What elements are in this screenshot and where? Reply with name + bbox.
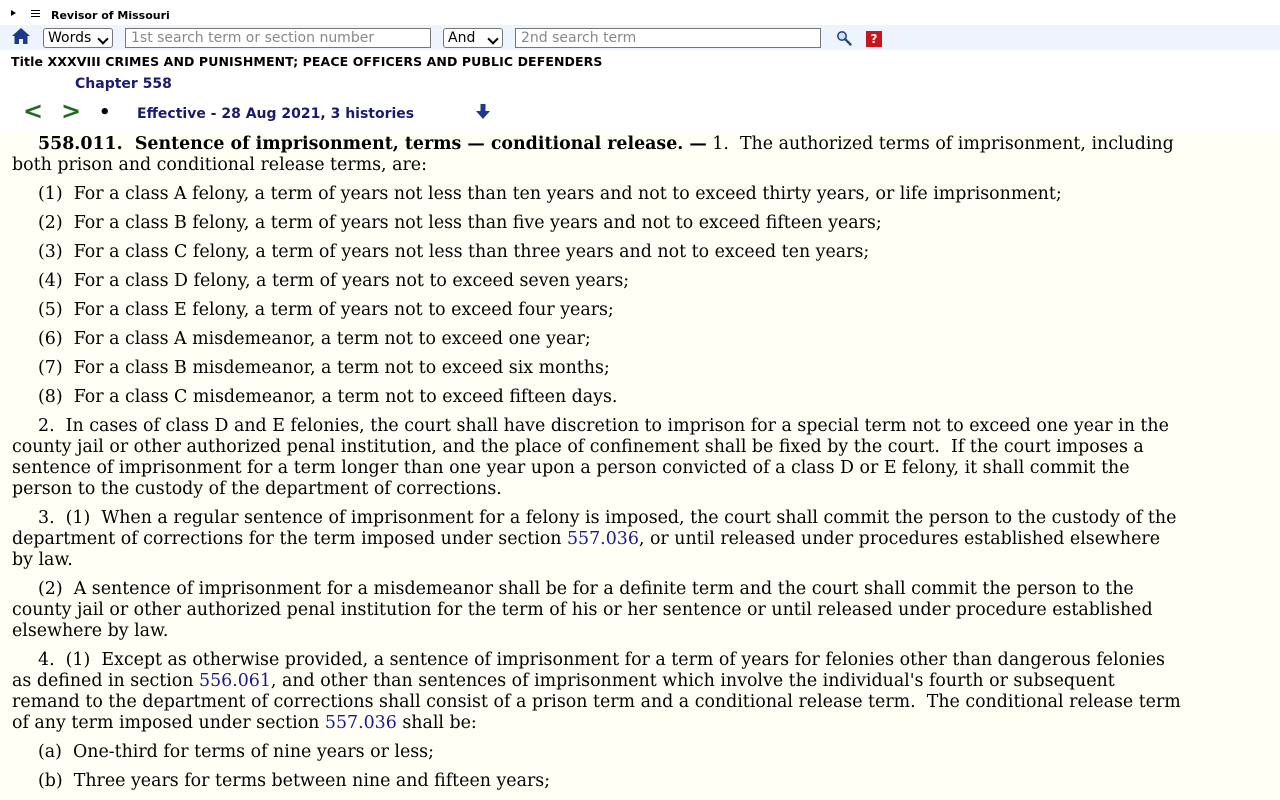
home-icon[interactable]: [11, 27, 31, 45]
paragraph-line: 2. In cases of class D and E felonies, the court shall have discretion to imprison for a special term not to exceed one year in the: [38, 416, 1169, 436]
section-intro: 1. The authorized terms of imprisonment, including: [706, 134, 1174, 154]
search-mode-value: Words: [48, 30, 92, 46]
paragraph-line: sentence of imprisonment for a term longer than one year upon a person convicted of a class D or E felony, it shall commit the: [12, 458, 1130, 478]
chevron-down-icon: [97, 33, 108, 44]
statute-text: [0, 131, 1280, 800]
paragraph-line: by law.: [12, 550, 73, 570]
text-span: , or until released under procedures established elsewhere: [638, 529, 1160, 549]
list-item: (3) For a class C felony, a term of years not less than three years and not to exceed ten years;: [38, 242, 870, 262]
list-item: (6) For a class A misdemeanor, a term not to exceed one year;: [38, 329, 591, 349]
paragraph-line: elsewhere by law.: [12, 621, 169, 641]
paragraph-line: county jail or other authorized penal institution for the term of his or her sentence or until released under procedure established: [12, 600, 1153, 620]
paragraph-line: [12, 713, 1269, 734]
chapter-link[interactable]: Chapter 558: [75, 76, 172, 92]
text-span: department of corrections for the term imposed under section: [12, 529, 567, 549]
list-item: (a) One-third for terms of nine years or less;: [38, 742, 434, 762]
paragraph-line: 3. (1) When a regular sentence of imprisonment for a felony is imposed, the court shall commit the person to the custody of the: [38, 508, 1177, 528]
list-item: (8) For a class C misdemeanor, a term not to exceed fifteen days.: [38, 387, 618, 407]
help-icon[interactable]: ?: [866, 31, 882, 47]
section-nav: [0, 97, 1280, 127]
list-item: (2) For a class B felony, a term of years not less than five years and not to exceed fifteen years;: [38, 213, 882, 233]
expand-triangle-icon[interactable]: [11, 10, 16, 16]
operator-value: And: [448, 30, 476, 46]
text-span: shall be:: [396, 713, 477, 733]
list-item: (1) For a class A felony, a term of years not less than ten years and not to exceed thirty years, or life imprisonment;: [38, 184, 1062, 204]
section-link-557-036[interactable]: 557.036: [566, 529, 639, 549]
next-section-button[interactable]: >: [61, 97, 82, 125]
section-heading-line: [38, 134, 1280, 155]
text-span: of any term imposed under section: [12, 713, 325, 733]
paragraph-line: [12, 529, 1269, 550]
list-item: (7) For a class B misdemeanor, a term not to exceed six months;: [38, 358, 610, 378]
section-heading: 558.011. Sentence of imprisonment, terms — conditional release. —: [38, 134, 707, 154]
title-breadcrumb: Title XXXVIII CRIMES AND PUNISHMENT; PEACE OFFICERS AND PUBLIC DEFENDERS: [11, 54, 603, 69]
top-bar: [0, 0, 1280, 25]
section-intro-cont: both prison and conditional release terms, are:: [12, 155, 427, 175]
search-term-1-input[interactable]: [125, 28, 431, 48]
chevron-down-icon: [487, 33, 498, 44]
search-mode-select[interactable]: [43, 28, 113, 48]
list-item: (5) For a class E felony, a term of years not to exceed four years;: [38, 300, 614, 320]
search-term-2-input[interactable]: [515, 28, 821, 48]
section-link-556-061[interactable]: 556.061: [199, 671, 271, 691]
previous-section-button[interactable]: <: [23, 97, 44, 125]
paragraph-line: remand to the department of corrections shall consist of a prison term and a conditional release term. The conditional release term: [12, 692, 1181, 712]
paragraph-line: [12, 671, 1269, 692]
search-bar: [0, 25, 1280, 50]
list-item: (b) Three years for terms between nine and fifteen years;: [38, 771, 551, 791]
paragraph-line: person to the custody of the department of corrections.: [12, 479, 502, 499]
paragraph-line: (2) A sentence of imprisonment for a misdemeanor shall be for a definite term and the court shall commit the person to the: [38, 579, 1134, 599]
menu-icon[interactable]: [31, 10, 40, 19]
site-title[interactable]: Revisor of Missouri: [51, 9, 170, 22]
current-section-dot[interactable]: •: [99, 102, 111, 123]
operator-select[interactable]: [443, 28, 503, 48]
text-span: , and other than sentences of imprisonment which involve the individual's fourth or subsequent: [270, 671, 1115, 691]
paragraph-line: county jail or other authorized penal institution, and the place of confinement shall be fixed by the court. If the court imposes a: [12, 437, 1144, 457]
search-icon[interactable]: [836, 30, 852, 46]
list-item: (4) For a class D felony, a term of years not to exceed seven years;: [38, 271, 630, 291]
section-link-557-036[interactable]: 557.036: [324, 713, 397, 733]
arrow-down-icon[interactable]: [475, 103, 491, 121]
text-span: as defined in section: [12, 671, 199, 691]
paragraph-line: 4. (1) Except as otherwise provided, a sentence of imprisonment for a term of years for felonies other than dangerous felonies: [38, 650, 1165, 670]
effective-date-link[interactable]: Effective - 28 Aug 2021, 3 histories: [137, 106, 415, 122]
